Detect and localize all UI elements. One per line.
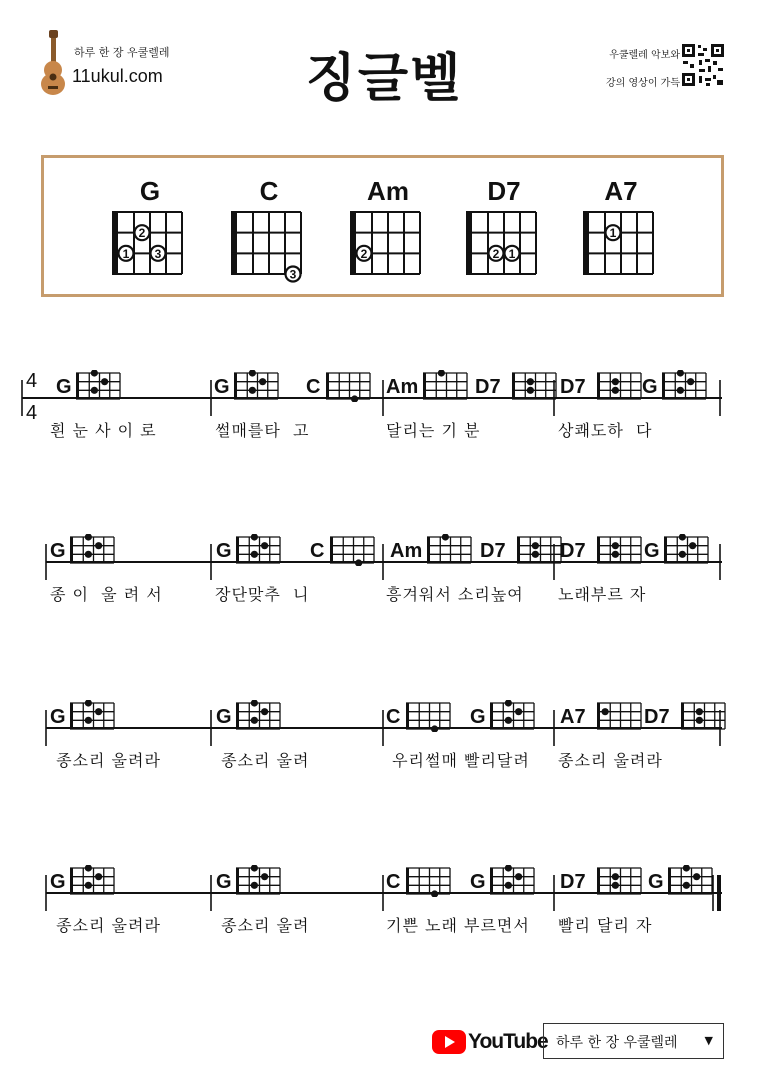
finger-dot [438, 370, 445, 377]
lyric-measure-3: 흥겨워서 소리높여 [386, 585, 524, 604]
nut [668, 868, 671, 894]
nut [466, 212, 472, 274]
finger-number: 2 [492, 246, 500, 261]
measure-chord-name: A7 [560, 706, 586, 728]
mini-fretboard [679, 700, 727, 732]
finger-number: 3 [154, 246, 162, 261]
finger-dot [91, 370, 98, 377]
finger-dot [251, 534, 258, 541]
finger-dot [683, 865, 690, 872]
finger-dot [696, 708, 703, 715]
finger-dot [85, 865, 92, 872]
mini-fretboard [662, 534, 710, 566]
chord-name: Am [367, 176, 409, 206]
nut [406, 703, 409, 729]
nut [330, 537, 333, 563]
finger-dot [612, 873, 619, 880]
chord-name: D7 [487, 176, 521, 206]
mini-fretboard [234, 865, 282, 897]
nut [490, 703, 493, 729]
nut [597, 868, 600, 894]
finger-dot [527, 387, 534, 394]
measure-chord-name: G [216, 706, 232, 728]
measure-chord-name: G [216, 871, 232, 893]
nut [236, 868, 239, 894]
finger-dot [679, 551, 686, 558]
fretboard-am [338, 210, 430, 288]
mini-fretboard [488, 700, 536, 732]
finger-dot [602, 708, 609, 715]
measure-chord-name: G [56, 376, 72, 398]
nut [76, 373, 79, 399]
lyric-measure-2: 종소리 울려 [215, 916, 310, 935]
finger-dot [687, 378, 694, 385]
mini-fretboard [425, 534, 473, 566]
finger-dot [259, 378, 266, 385]
nut [70, 868, 73, 894]
measure-chord-name: G [470, 871, 486, 893]
measure-chord-name: D7 [560, 871, 586, 893]
mini-fretboard [324, 370, 372, 402]
finger-dot [251, 717, 258, 724]
finger-number: 2 [138, 226, 146, 241]
finger-number: 3 [289, 267, 297, 282]
youtube-label: YouTube [468, 1030, 548, 1053]
measure-chord-name: C [310, 540, 325, 562]
nut [512, 373, 515, 399]
mini-fretboard [488, 865, 536, 897]
finger-dot [527, 378, 534, 385]
finger-number: 1 [609, 226, 617, 241]
mini-fretboard [660, 370, 708, 402]
finger-dot [351, 395, 358, 402]
mini-fretboard [68, 700, 116, 732]
mini-fretboard [595, 865, 643, 897]
nut [597, 703, 600, 729]
youtube-play-icon [432, 1030, 466, 1054]
finger-dot [85, 882, 92, 889]
nut [597, 373, 600, 399]
lyric-measure-4: 빨리 달리 자 [558, 916, 653, 935]
lyric-measure-1: 흰 눈 사 이 로 [50, 421, 157, 440]
chord-name: A7 [604, 176, 638, 206]
measure-chord-name: G [216, 540, 232, 562]
finger-dot [261, 708, 268, 715]
measure-chord-name: Am [390, 540, 423, 562]
lyric-measure-2: 장단맞추 니 [215, 585, 310, 604]
mini-fretboard [515, 534, 563, 566]
finger-dot [612, 387, 619, 394]
channel-select[interactable] [543, 1023, 724, 1059]
mini-fretboard [68, 865, 116, 897]
nut [112, 212, 118, 274]
finger-dot [532, 542, 539, 549]
sheet-row-2 [20, 516, 730, 626]
finger-dot [505, 865, 512, 872]
finger-dot [679, 534, 686, 541]
measure-chord-name: D7 [480, 540, 506, 562]
finger-dot [251, 865, 258, 872]
finger-dot [612, 882, 619, 889]
measure-chord-name: G [642, 376, 658, 398]
fretboard-a7 [571, 210, 663, 288]
measure-chord-name: C [306, 376, 321, 398]
sheet-row-4 [20, 847, 730, 957]
lyric-measure-3: 기쁜 노래 부르면서 [386, 916, 530, 935]
finger-dot [693, 873, 700, 880]
youtube-logo[interactable] [432, 1028, 548, 1056]
qr-code-icon[interactable] [680, 42, 726, 88]
lyric-measure-2: 종소리 울려 [215, 751, 310, 770]
mini-fretboard [595, 370, 643, 402]
fretboard-d7 [454, 210, 546, 288]
finger-dot [91, 387, 98, 394]
mini-fretboard [595, 700, 643, 732]
finger-dot [101, 378, 108, 385]
finger-dot [355, 559, 362, 566]
time-signature-bottom: 4 [26, 402, 38, 424]
mini-fretboard [510, 370, 558, 402]
finger-dot [696, 717, 703, 724]
finger-dot [612, 551, 619, 558]
nut [681, 703, 684, 729]
lyric-measure-3: 달리는 기 분 [386, 421, 481, 440]
measure-chord-name: G [50, 871, 66, 893]
finger-dot [431, 725, 438, 732]
mini-fretboard [68, 534, 116, 566]
finger-dot [261, 542, 268, 549]
lyric-measure-1: 종소리 울려라 [50, 751, 161, 770]
nut [326, 373, 329, 399]
finger-dot [95, 873, 102, 880]
lyric-measure-4: 종소리 울려라 [558, 751, 663, 770]
finger-dot [515, 873, 522, 880]
nut [231, 212, 237, 274]
time-signature-top: 4 [26, 370, 38, 392]
promo-line-2: 강의 영상이 가득 [606, 78, 680, 89]
mini-fretboard [404, 700, 452, 732]
finger-dot [683, 882, 690, 889]
nut [70, 703, 73, 729]
sheet-row-1 [20, 352, 730, 462]
sheet-row-3 [20, 682, 730, 792]
nut [350, 212, 356, 274]
finger-dot [251, 551, 258, 558]
promo-line-1: 우쿨렐레 악보와 [609, 50, 680, 61]
measure-chord-name: G [214, 376, 230, 398]
nut [70, 537, 73, 563]
finger-dot [85, 700, 92, 707]
finger-dot [95, 708, 102, 715]
finger-dot [249, 370, 256, 377]
chord-reference-box [41, 155, 724, 297]
measure-chord-name: D7 [644, 706, 670, 728]
fretboard-g [100, 210, 192, 288]
measure-chord-name: G [648, 871, 664, 893]
chevron-down-icon: ▼ [704, 1034, 713, 1047]
finger-dot [532, 551, 539, 558]
finger-dot [515, 708, 522, 715]
lyric-measure-4: 상쾌도하 다 [558, 421, 653, 440]
finger-dot [505, 717, 512, 724]
mini-fretboard [232, 370, 280, 402]
measure-chord-name: C [386, 871, 401, 893]
nut [662, 373, 665, 399]
promo-block [580, 40, 740, 100]
channel-select-value: 하루 한 장 우쿨렐레 [556, 1035, 678, 1051]
finger-dot [431, 890, 438, 897]
finger-dot [505, 700, 512, 707]
finger-dot [612, 542, 619, 549]
measure-chord-name: G [50, 540, 66, 562]
measure-chord-name: G [470, 706, 486, 728]
nut [406, 868, 409, 894]
finger-dot [249, 387, 256, 394]
measure-chord-name: C [386, 706, 401, 728]
measure-chord-name: D7 [560, 376, 586, 398]
nut [664, 537, 667, 563]
finger-dot [85, 717, 92, 724]
nut [517, 537, 520, 563]
nut [427, 537, 430, 563]
finger-number: 1 [122, 246, 130, 261]
page-title: 징글벨 [305, 49, 463, 109]
nut [236, 537, 239, 563]
site-url[interactable]: 11ukul.com [72, 66, 163, 86]
measure-chord-name: D7 [560, 540, 586, 562]
measure-chord-name: G [644, 540, 660, 562]
finger-dot [442, 534, 449, 541]
finger-dot [251, 882, 258, 889]
lyric-measure-1: 종 이 울 려 서 [50, 585, 163, 604]
finger-number: 1 [508, 246, 516, 261]
nut [583, 212, 589, 274]
mini-fretboard [595, 534, 643, 566]
fretboard-c [219, 210, 311, 288]
finger-dot [677, 370, 684, 377]
finger-dot [85, 551, 92, 558]
finger-dot [85, 534, 92, 541]
nut [236, 703, 239, 729]
chord-name: G [139, 176, 161, 206]
nut [597, 537, 600, 563]
nut [423, 373, 426, 399]
finger-dot [505, 882, 512, 889]
finger-dot [95, 542, 102, 549]
finger-dot [677, 387, 684, 394]
chord-name: C [259, 176, 279, 206]
nut [234, 373, 237, 399]
mini-fretboard [421, 370, 469, 402]
finger-dot [689, 542, 696, 549]
mini-fretboard [74, 370, 122, 402]
finger-dot [251, 700, 258, 707]
mini-fretboard [234, 534, 282, 566]
measure-chord-name: Am [386, 376, 419, 398]
finger-number: 2 [360, 246, 368, 261]
finger-dot [612, 378, 619, 385]
mini-fretboard [328, 534, 376, 566]
lyric-measure-2: 썰매를타 고 [215, 421, 310, 440]
mini-fretboard [404, 865, 452, 897]
lyric-measure-4: 노래부르 자 [558, 585, 647, 604]
mini-fretboard [666, 865, 714, 897]
measure-chord-name: G [50, 706, 66, 728]
finger-dot [261, 873, 268, 880]
lyric-measure-1: 종소리 울려라 [50, 916, 161, 935]
measure-chord-name: D7 [475, 376, 501, 398]
mini-fretboard [234, 700, 282, 732]
tagline: 하루 한 장 우쿨렐레 [74, 46, 170, 59]
lyric-measure-3: 우리썰매 빨리달려 [386, 751, 530, 770]
nut [490, 868, 493, 894]
